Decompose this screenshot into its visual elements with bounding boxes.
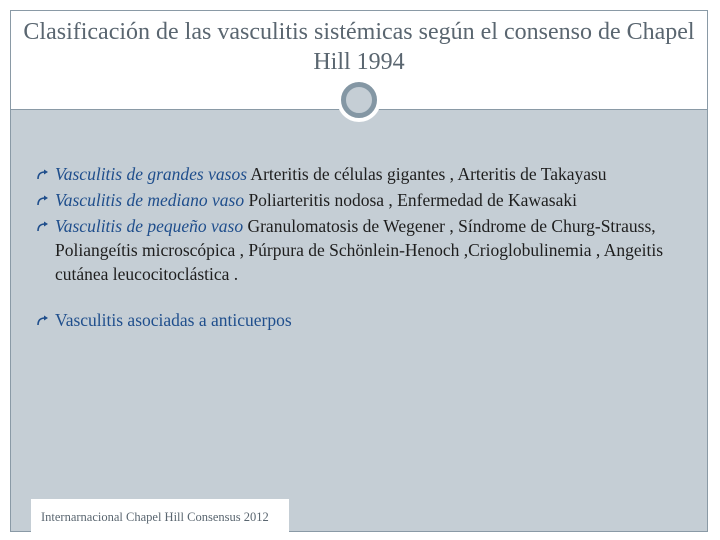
category-label: Vasculitis de grandes vasos [55,164,248,184]
content-area [11,110,707,531]
bullet-list [37,162,677,334]
category-label: Vasculitis de mediano vaso [55,190,245,210]
curved-arrow-bullet-icon [37,221,49,233]
circle-ring [341,82,377,118]
slide-frame [10,10,708,532]
curved-arrow-bullet-icon [37,195,49,207]
list-item [37,188,677,212]
list-item [37,308,677,332]
curved-arrow-bullet-icon [37,315,49,327]
category-detail: Arteritis de células gigantes , Arteritis de Takayasu [247,164,607,184]
curved-arrow-bullet-icon [37,169,49,181]
category-detail: Poliarteritis nodosa , Enfermedad de Kawasaki [244,190,577,210]
footer-text: Internarnacional Chapel Hill Consensus 2012 [41,510,269,524]
category-label: Vasculitis asociadas a anticuerpos [55,310,292,330]
category-detail: Granulomatosis de Wegener , Síndrome de Churg-Strauss, Poliangeítis microscópica , Púrpura de Schönlein-Henoch ,Crioglobulinemia , Angeitis cutánea leucocitoclástica . [55,216,664,284]
category-label: Vasculitis de pequeño vaso [55,216,244,236]
footer-box [31,499,289,533]
list-item [37,162,677,186]
list-item [37,214,677,286]
slide-title: Clasificación de las vasculitis sistémicas según el consenso de Chapel Hill 1994 [23,19,695,75]
decorative-circle-icon [337,78,381,122]
